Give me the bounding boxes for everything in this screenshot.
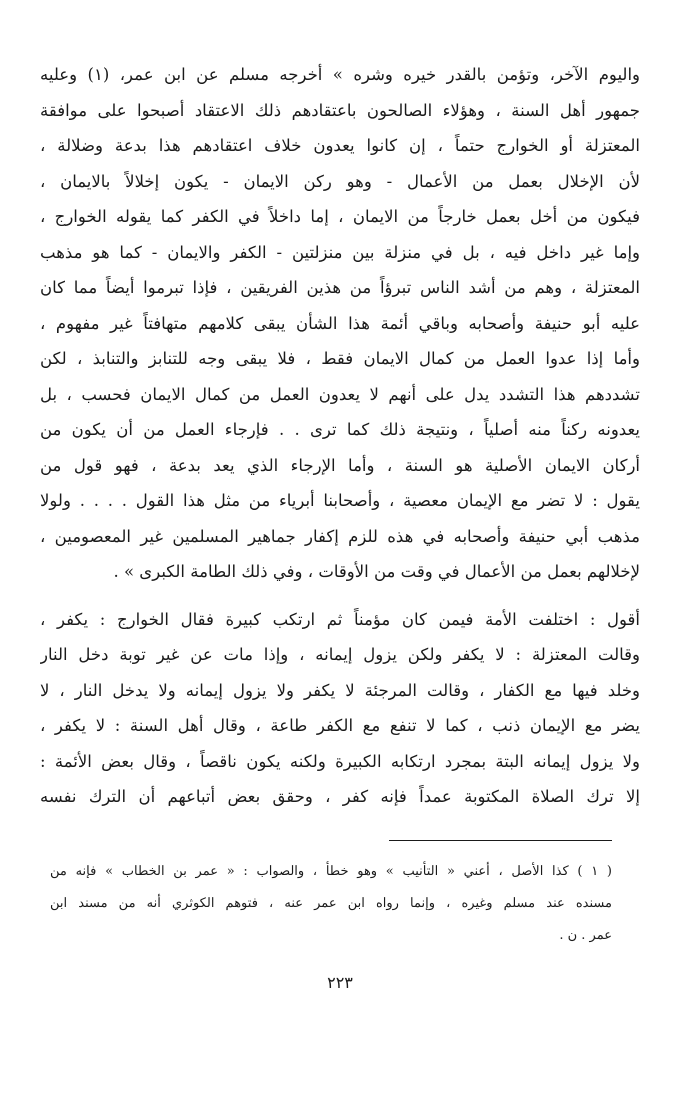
text-line: أقول : اختلفت الأمة فيمن كان مؤمناً ثم ارتكب كبيرة فقال الخوارج : يكفر ، <box>40 609 640 629</box>
footnote-line: مسنده عند مسلم وغيره ، وإنما رواه ابن عمر عنه ، فتوهم الكوثري أنه من مسند ابن <box>50 896 612 911</box>
text-line: فيكون من أخل بعمل خارجاً من الايمان ، إما داخلاً في الكفر كما يقوله الخوارج ، <box>40 207 640 226</box>
text-line: يضر مع الإيمان ذنب ، كما لا تنفع مع الكفر طاعة ، وقال أهل السنة : لا يكفر ، <box>40 716 640 735</box>
footnote-divider <box>389 840 612 841</box>
footnote <box>50 856 612 952</box>
text-line: المعتزلة أو الخوارج حتماً ، إن كانوا يعدون خلاف اعتقادهم هذا بدعة وضلالة ، <box>40 136 640 155</box>
text-line: وخلد فيها مع الكفار ، وقالت المرجئة لا يكفر ولا يزول إيمانه ولا يدخل النار ، لا <box>40 680 640 700</box>
footnote-line: ( ١ ) كذا الأصل ، أعني « التأنيب » وهو خطأ ، والصواب : « عمر بن الخطاب » فإنه من <box>50 864 612 879</box>
text-line: وإما غير داخل فيه ، بل في منزلة بين منزلتين - الكفر والايمان - كما هو مذهب <box>40 242 640 262</box>
text-line: وأما إذا عدوا العمل من كمال الايمان فقط ، فلا يبقى وجه للتنابز والتنابذ ، لكن <box>40 349 640 368</box>
text-line: عليه أبو حنيفة وأصحابه وباقي أئمة هذا الشأن يبقى كلامهم متهافتاً غير مفهوم ، <box>40 313 640 333</box>
text-line: لإخلالهم بعمل من الأعمال في وقت من الأوقات ، وفي ذلك الطامة الكبرى » . <box>113 562 640 581</box>
text-line: لأن الإخلال بعمل من الأعمال - وهو ركن الايمان - يكون إخلالاً بالايمان ، <box>40 171 640 191</box>
main-text <box>40 57 640 815</box>
text-line: يعدونه ركناً منه أصلياً ، ونتيجة ذلك كما ترى . . فإرجاء العمل من أن يكون من <box>40 420 640 439</box>
text-line: يقول : لا تضر مع الإيمان معصية ، وأصحابنا أبرياء من مثل هذا القول . . . . ولولا <box>40 491 640 510</box>
quote-paragraph <box>40 57 640 590</box>
paragraph-gap <box>40 590 640 602</box>
page-number: ٢٢٣ <box>327 973 353 992</box>
text-line: إلا ترك الصلاة المكتوبة عمداً فإنه كفر ، وحقق بعض أتباعهم أن الترك نفسه <box>40 787 640 806</box>
footnote-line: عمر . ن . <box>559 928 612 943</box>
text-line: وقالت المعتزلة : لا يكفر ولكن يزول إيمانه ، وإذا مات عن غير توبة دخل النار <box>40 645 640 664</box>
text-line: جمهور أهل السنة ، وهؤلاء الصالحون باعتقادهم ذلك الاعتقاد أصبحوا على موافقة <box>40 100 640 120</box>
text-line: مذهب أبي حنيفة وأصحابه في هذه للزم إكفار جماهير المسلمين غير المعصومين ، <box>40 526 640 546</box>
text-line: المعتزلة ، وهم من أشد الناس تبرؤاً من هذين الفريقين ، فإذا تبرموا أيضاً مما كان <box>40 278 640 297</box>
text-line: واليوم الآخر، وتؤمن بالقدر خيره وشره » أخرجه مسلم عن ابن عمر، (١) وعليه <box>40 65 640 84</box>
text-line: ولا يزول إيمانه البتة بمجرد ارتكابه الكبيرة ولكنه يكون ناقصاً ، وقال بعض الأئمة : <box>40 751 640 771</box>
text-line: تشددهم هذا التشدد يدل على أنهم لا يعدون العمل من كمال الايمان فحسب ، بل <box>40 384 640 404</box>
text-line: أركان الايمان الأصلية هو السنة ، وأما الإرجاء الذي يعد بدعة ، فهو قول من <box>40 455 640 475</box>
comment-paragraph <box>40 602 640 815</box>
